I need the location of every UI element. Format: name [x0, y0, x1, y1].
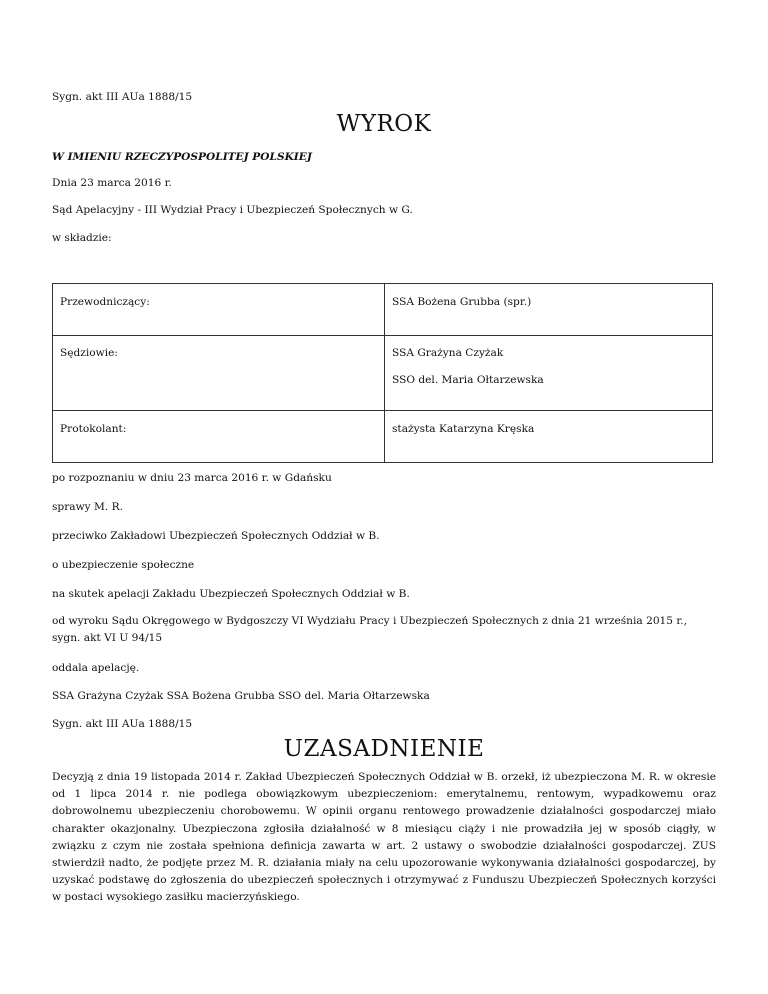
judgment-subtitle: W IMIENIU RZECZYPOSPOLITEJ POLSKIEJ: [52, 151, 312, 163]
clerk-row: [53, 411, 713, 463]
presiding-value: SSA Bożena Grubba (spr.): [392, 296, 532, 308]
presiding-row: [53, 284, 713, 336]
judges-row: [53, 336, 713, 411]
judges-value-cell: [385, 336, 713, 411]
clerk-value-cell: [385, 411, 713, 463]
appeal-info: na skutek apelacji Zakładu Ubezpieczeń Społecznych Oddział w B.: [52, 588, 410, 600]
presiding-label: Przewodniczący:: [60, 296, 150, 308]
clerk-label: Protokolant:: [60, 423, 127, 435]
judge-name: SSO del. Maria Ołtarzewska: [392, 374, 544, 386]
judgment-title: WYROK: [336, 111, 432, 137]
judgment-date: Dnia 23 marca 2016 r.: [52, 177, 172, 189]
signatures: SSA Grażyna Czyżak SSA Bożena Grubba SSO del. Maria Ołtarzewska: [52, 690, 430, 702]
justification-title: UZASADNIENIE: [283, 736, 485, 762]
composition-label: w składzie:: [52, 232, 112, 244]
judges-label: Sędziowie:: [60, 347, 118, 359]
justification-paragraph: Decyzją z dnia 19 listopada 2014 r. Zakład Ubezpieczeń Społecznych Oddział w B. orzekł, iż ubezpieczona M. R. w okresie od 1 lipca 2014 r. nie podlega obowiązkowym ubezpieczeniom: emerytalnemu, rentowym, wypadkowemu oraz dobrowolnemu ubezpieczeniu chorobowemu. W opinii organu rentowego prowadzenie działalności gospodarczej miało charakter okazjonalny. Ubezpieczona zgłosiła działalność w 8 miesiącu ciąży i nie prowadziła jej w sposób ciągły, w związku z czym nie została spełniona definicja zawarta w art. 2 ustawy o swobodzie działalności gospodarczej. ZUS stwierdził nadto, że podjęte przez M. R. działania miały na celu upozorowanie wykonywania działalności gospodarczej, by uzyskać podstawę do zgłoszenia do ubezpieczeń społecznych i otrzymywać z Funduszu Ubezpieczeń Społecznych korzyści w postaci wysokiego zasiłku macierzyńskiego.: [52, 771, 716, 904]
clerk-label-cell: [53, 411, 385, 463]
judge-name: SSA Grażyna Czyżak: [392, 347, 504, 359]
presiding-value-cell: [385, 284, 713, 336]
against-party: przeciwko Zakładowi Ubezpieczeń Społecznych Oddział w B.: [52, 530, 380, 542]
court-name: Sąd Apelacyjny - III Wydział Pracy i Ubezpieczeń Społecznych w G.: [52, 204, 413, 216]
ruling: oddala apelację.: [52, 662, 140, 674]
case-subject: o ubezpieczenie społeczne: [52, 559, 195, 571]
case-of: sprawy M. R.: [52, 501, 123, 513]
case-number: Sygn. akt III AUa 1888/15: [52, 91, 193, 103]
appealed-judgment: od wyroku Sądu Okręgowego w Bydgoszczy VI Wydziału Pracy i Ubezpieczeń Społecznych z dnia 21 września 2015 r., sygn. akt VI U 94/15: [52, 615, 688, 644]
court-composition-table: [52, 283, 713, 463]
case-number-repeat: Sygn. akt III AUa 1888/15: [52, 718, 193, 730]
judges-label-cell: [53, 336, 385, 411]
presiding-label-cell: [53, 284, 385, 336]
hearing-info: po rozpoznaniu w dniu 23 marca 2016 r. w Gdańsku: [52, 472, 332, 484]
clerk-value: stażysta Katarzyna Kręska: [392, 423, 535, 435]
